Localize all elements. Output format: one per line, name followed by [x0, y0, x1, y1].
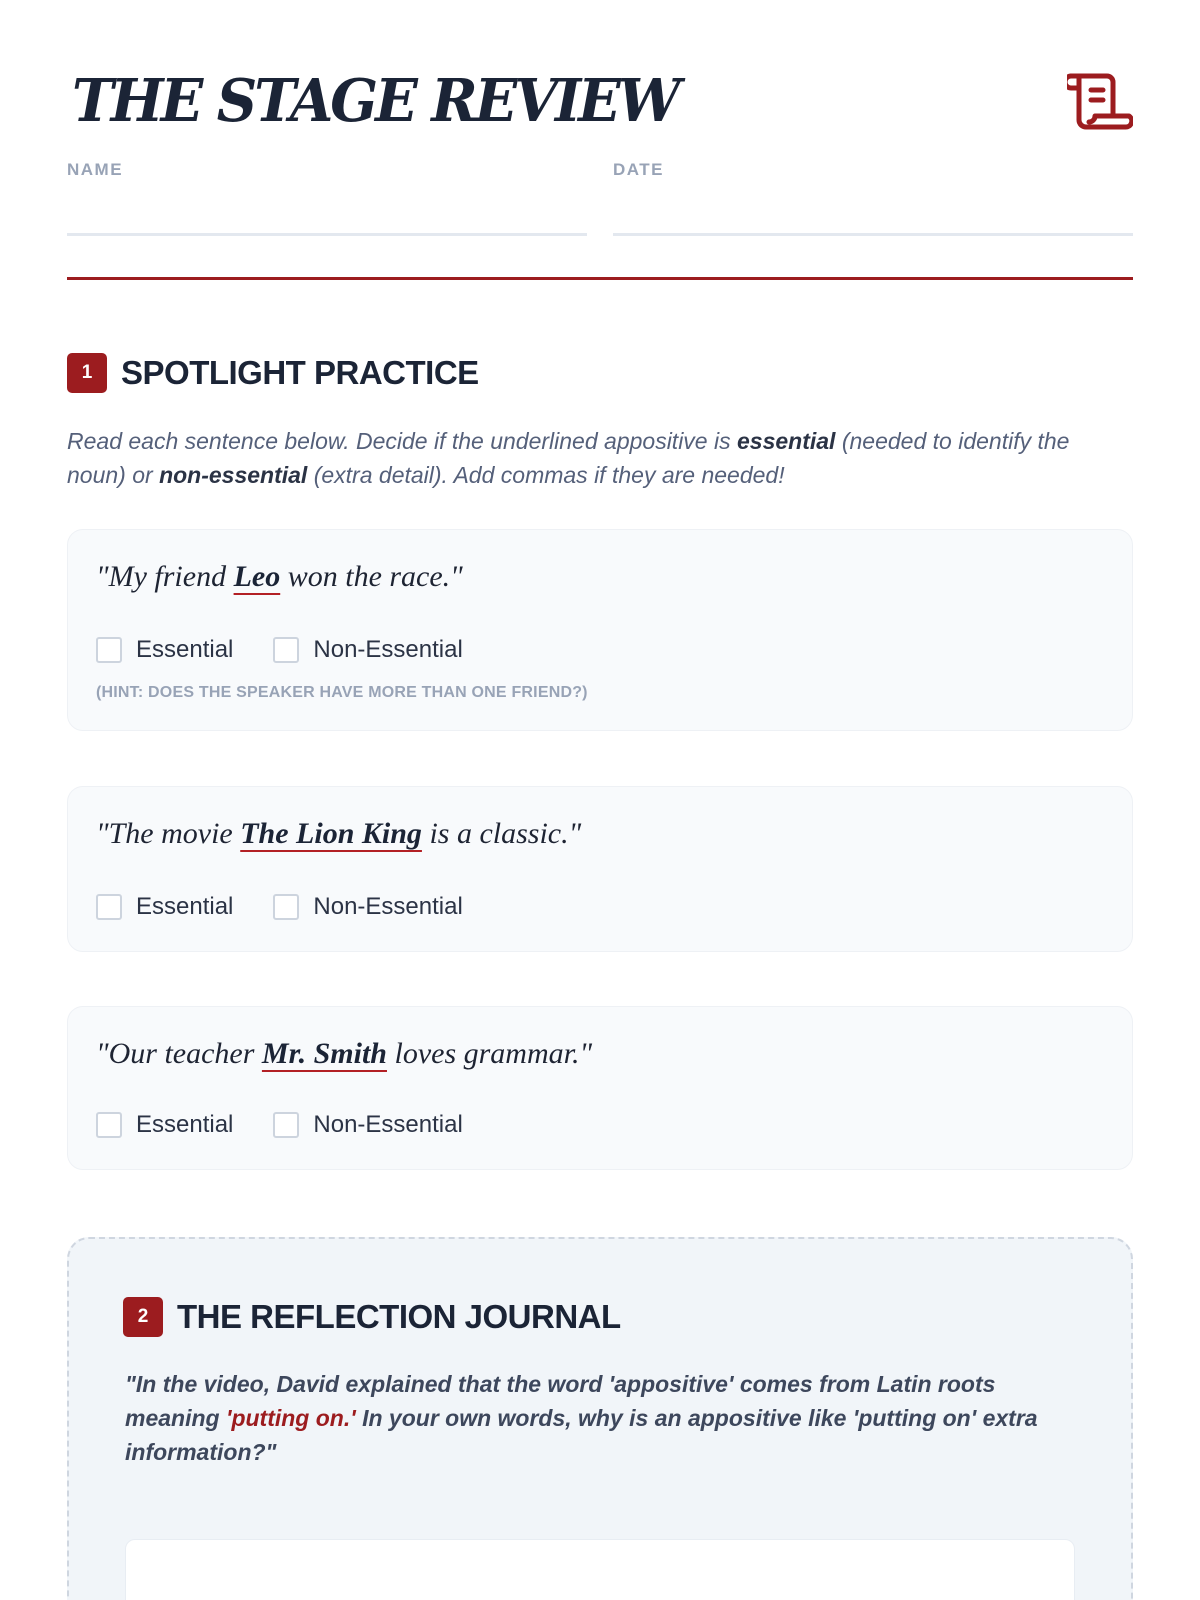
sentence-text: "The movie — [96, 817, 241, 850]
checkbox[interactable] — [96, 894, 122, 920]
instructions-text: Read each sentence below. Decide if the underlined appositive is — [67, 428, 737, 454]
name-label: NAME — [67, 160, 124, 179]
instructions — [67, 424, 1110, 492]
non-essential-option[interactable] — [273, 893, 462, 921]
masthead — [67, 60, 1133, 140]
practice-sentence — [96, 817, 581, 851]
reflection-journal — [67, 1237, 1133, 1600]
checkbox[interactable] — [96, 1112, 122, 1138]
sentence-text: loves grammar." — [386, 1037, 593, 1070]
date-line — [613, 233, 1133, 236]
essential-option[interactable] — [96, 893, 233, 921]
answer-textarea[interactable] — [125, 1539, 1075, 1600]
instructions-bold: non-essential — [159, 462, 308, 488]
instructions-text: (needed to identify the noun) or — [67, 428, 1070, 488]
practice-card — [67, 1006, 1133, 1170]
date-field[interactable] — [613, 160, 1133, 240]
checkbox[interactable] — [96, 637, 122, 663]
sentence-text: "My friend — [96, 560, 234, 593]
prompt-text: "In the video, David explained that the word 'appositive' comes from Latin roots meaning — [125, 1371, 996, 1431]
sentence-text: won the race." — [280, 560, 463, 593]
option-label: Essential — [136, 1111, 234, 1138]
student-info-fields — [67, 160, 1133, 240]
option-label: Essential — [136, 893, 234, 920]
checkbox[interactable] — [273, 637, 299, 663]
section-number-badge: 1 — [67, 353, 107, 393]
non-essential-option[interactable] — [273, 636, 462, 664]
checkbox[interactable] — [273, 1112, 299, 1138]
section-title: SPOTLIGHT PRACTICE — [121, 354, 479, 391]
sentence-text: "Our teacher — [96, 1037, 262, 1070]
section-title: THE REFLECTION JOURNAL — [177, 1298, 621, 1335]
name-field[interactable] — [67, 160, 587, 240]
option-label: Essential — [136, 636, 234, 663]
instructions-text: (extra detail). Add commas if they are needed! — [307, 462, 785, 488]
name-line — [67, 233, 587, 236]
answer-options — [96, 1111, 463, 1139]
option-label: Non-Essential — [313, 893, 463, 920]
practice-card — [67, 529, 1133, 731]
sentence-text: is a classic." — [421, 817, 582, 850]
practice-card — [67, 786, 1133, 952]
hint-text: (HINT: DOES THE SPEAKER HAVE MORE THAN ONE FRIEND?) — [96, 684, 588, 701]
option-label: Non-Essential — [313, 636, 463, 663]
non-essential-option[interactable] — [273, 1111, 462, 1139]
appositive: The Lion King — [240, 817, 422, 850]
scroll-icon — [1067, 70, 1133, 132]
section-2-heading — [123, 1297, 621, 1337]
appositive: Mr. Smith — [261, 1037, 387, 1070]
instructions-bold: essential — [737, 428, 836, 454]
reflection-prompt — [125, 1367, 1081, 1469]
essential-option[interactable] — [96, 636, 233, 664]
appositive: Leo — [233, 560, 281, 593]
section-1-heading — [67, 353, 479, 393]
header-divider — [67, 277, 1133, 280]
practice-sentence — [96, 1037, 592, 1071]
prompt-text: In your own words, why is an appositive like 'putting on' extra information?" — [125, 1405, 1038, 1465]
page-title: THE STAGE REVIEW — [72, 66, 678, 136]
prompt-highlight: 'putting on.' — [225, 1405, 356, 1431]
answer-options — [96, 893, 463, 921]
answer-options — [96, 636, 463, 664]
essential-option[interactable] — [96, 1111, 233, 1139]
checkbox[interactable] — [273, 894, 299, 920]
section-number-badge: 2 — [123, 1297, 163, 1337]
date-label: DATE — [613, 160, 665, 179]
practice-sentence — [96, 560, 463, 594]
option-label: Non-Essential — [313, 1111, 463, 1138]
